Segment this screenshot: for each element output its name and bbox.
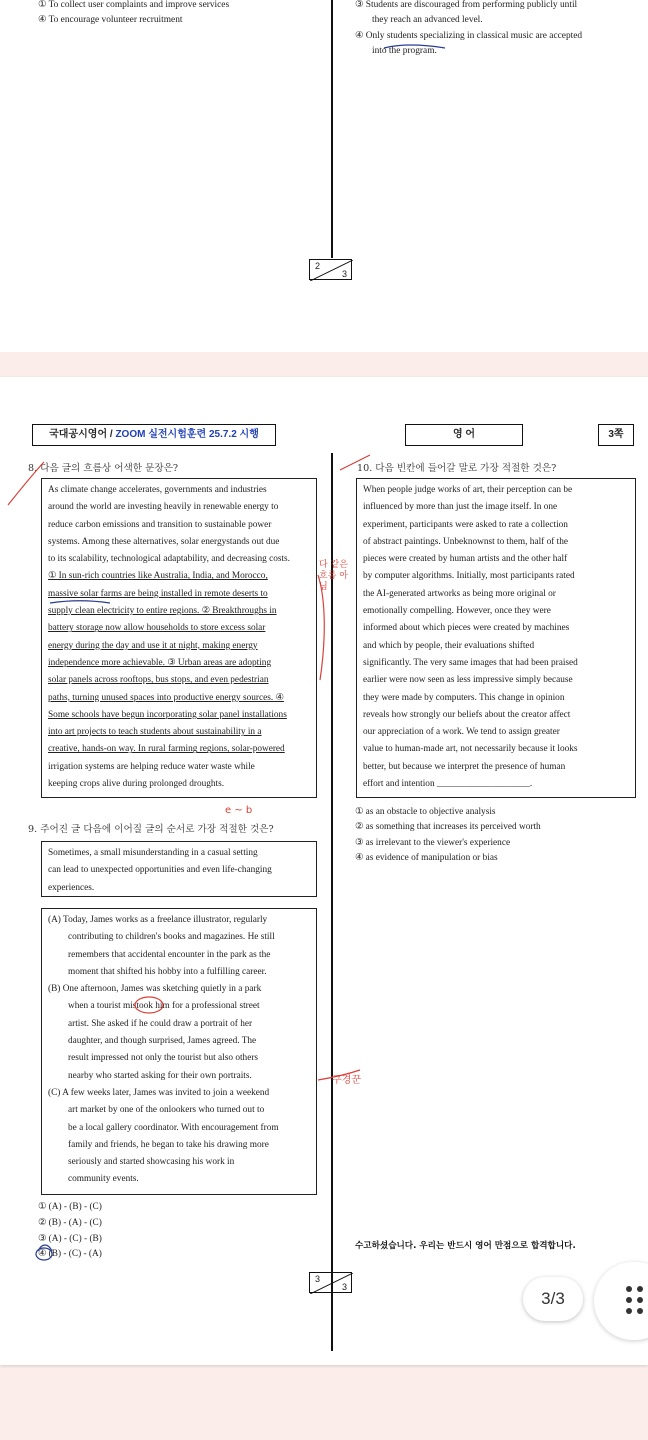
exam-title-accent: ZOOM 실전시험훈련 25.7.2 시행: [115, 429, 259, 440]
q8-line: systems. Among these alternatives, solar energystands out due: [48, 536, 280, 547]
page-number-box: [309, 259, 352, 280]
q9-given-line: can lead to unexpected opportunities and even life-changing: [48, 865, 272, 876]
q8-sentence-3: independence more achievable. ③ Urban areas are adopting: [48, 657, 272, 668]
q10-option-2[interactable]: ② as something that increases its perceived worth: [355, 822, 541, 832]
q8-handwritten-note: 다 같은 흐름 아님: [319, 560, 348, 592]
q9-handwritten-note: e ~ b: [225, 805, 253, 816]
q8-line: creative, hands-on way. In rural farming regions, solar-powered: [48, 744, 285, 755]
q8-prompt: 8. 다음 글의 흐름상 어색한 문장은?: [28, 463, 179, 474]
q-option-3-cont: they reach an advanced level.: [372, 15, 483, 25]
q9-line: family and friends, he began to take his drawing more: [68, 1139, 269, 1150]
grid-dots-icon: [626, 1286, 646, 1314]
q10-line: value to human-made art, not necessarily because it looks: [363, 744, 578, 755]
q8-line: As climate change accelerates, governments and industries: [48, 485, 267, 495]
q8-line: irrigation systems are helping reduce water waste while: [48, 761, 255, 772]
q-option-4[interactable]: ④ Only students specializing in classical music are accepted: [355, 31, 583, 41]
page-total: 3: [341, 1282, 347, 1292]
q9-line: moment that shifted his hobby into a fulfilling career.: [68, 966, 267, 977]
q10-line: experiment, participants were asked to rate a collection: [363, 519, 568, 530]
q10-option-3[interactable]: ③ as irrelevant to the viewer's experience: [355, 838, 511, 848]
q9-given-line: experiences.: [48, 882, 95, 893]
q10-line: reveals how strongly our beliefs about the creator affect: [363, 709, 571, 720]
q9-paragraphs: [42, 909, 316, 1192]
q8-sentence-4: Some schools have begun incorporating solar panel installations: [48, 709, 287, 720]
q7-option-4[interactable]: ④ To encourage volunteer recruitment: [38, 15, 183, 25]
q8-line: to its scalability, technological adaptability, and decreasing costs.: [48, 554, 290, 565]
q10-line: influenced by more than just the image itself. In one: [363, 502, 558, 513]
q10-passage-box: [356, 478, 636, 798]
q8-line: keeping crops alive during prolonged droughts.: [48, 779, 225, 790]
q8-sentence-2: battery storage now allow households to store excess solar: [48, 623, 266, 634]
q10-prompt: 10. 다음 빈칸에 들어갈 말로 가장 적절한 것은?: [357, 463, 557, 474]
q9-given: [42, 842, 316, 900]
page-current: 3: [315, 1274, 321, 1284]
q10-option-4[interactable]: ④ as evidence of manipulation or bias: [355, 853, 498, 863]
q-option-3[interactable]: ③ Students are discouraged from performing publicly until: [355, 0, 578, 10]
q10-line: of abstract paintings. Unbeknownst to them, half of the: [363, 536, 569, 547]
q8-line: massive solar farms are being installed in remote deserts to: [48, 588, 268, 599]
q8-line: energy during the day and use it at night, making energy: [48, 640, 258, 651]
q10-blank-line: effort and intention ____________________.: [363, 779, 533, 790]
q8-line: around the world are investing heavily in renewable energy to: [48, 502, 279, 513]
q10-passage: [357, 479, 635, 796]
q9-side-handwritten-note: 구경꾼: [332, 1075, 361, 1086]
q10-option-1[interactable]: ① as an obstacle to objective analysis: [355, 807, 496, 817]
q10-line: and which by people, their evaluations shifted: [363, 640, 535, 651]
q9-line: result impressed not only the tourist but also others: [68, 1053, 259, 1064]
q10-line: by computer algorithms. Initially, most participants rated: [363, 571, 575, 582]
column-divider: [331, 0, 333, 258]
q10-line: significantly. The very same images that had been praised: [363, 657, 578, 668]
q10-line: better, but because we interpret the presence of human: [363, 761, 566, 772]
q9-line: seriously and started showcasing his work in: [68, 1157, 235, 1168]
q8-line: paths, turning unused spaces into productive energy sources. ④: [48, 692, 284, 703]
q9-prompt: 9. 주어진 글 다음에 이어질 글의 순서로 가장 적절한 것은?: [28, 824, 274, 835]
q10-line: emotionally compelling. However, once they were: [363, 606, 551, 617]
q9-given-box: [41, 841, 317, 897]
q9-line: when a tourist mistook him for a professional street: [68, 1001, 260, 1012]
q7-option-1[interactable]: ① To collect user complaints and improve services: [38, 0, 230, 10]
q8-passage-box: [41, 478, 317, 798]
q8-line: into art projects to teach students about sustainability in a: [48, 727, 262, 738]
page-label-box: 3쪽: [598, 424, 634, 446]
q10-line: our appreciation of a work. We tend to assign greater: [363, 727, 560, 738]
q8-sentence-1: ① In sun-rich countries like Australia, India, and Morocco,: [48, 571, 268, 582]
page-indicator: 3/3: [523, 1277, 583, 1321]
exam-title-box: [32, 424, 276, 446]
q9-line: nearby who started asking for their own portraits.: [68, 1070, 252, 1081]
q9-line: community events.: [68, 1174, 139, 1185]
q9-line: contributing to children's books and magazines. He still: [68, 932, 275, 943]
page-current: 2: [315, 261, 321, 271]
q10-line: the AI-generated artworks as being more original or: [363, 588, 556, 599]
q10-line: When people judge works of art, their perception can be: [363, 485, 573, 495]
q9-line: be a local gallery coordinator. With encouragement from: [68, 1122, 279, 1133]
q9-line: daughter, and though surprised, James agreed. The: [68, 1036, 257, 1047]
closing-message: 수고하셨습니다. 우리는 반드시 영어 만점으로 합격합니다.: [355, 1241, 576, 1251]
q10-line: pieces were created by human artists and the other half: [363, 554, 568, 565]
q10-line: informed about which pieces were created by machines: [363, 623, 570, 634]
q10-line: they were made by computers. This change in opinion: [363, 692, 565, 703]
q9-line: artist. She asked if he could draw a portrait of her: [68, 1018, 253, 1029]
subject-box: 영 어: [405, 424, 523, 446]
q8-line: reduce carbon emissions and transition to sustainable power: [48, 519, 272, 530]
q9-paragraphs-box: [41, 908, 317, 1195]
page-3: [0, 377, 648, 1365]
q8-passage: [42, 479, 316, 796]
q9-paragraph-a: (A) Today, James works as a freelance illustrator, regularly: [48, 915, 268, 925]
q9-line: remembers that accidental encounter in the park as the: [68, 949, 271, 960]
page-total: 3: [341, 269, 347, 279]
q8-line: supply clean electricity to entire regions. ② Breakthroughs in: [48, 606, 277, 617]
page-2: [0, 0, 648, 352]
q9-paragraph-c: (C) A few weeks later, James was invited to join a weekend: [48, 1087, 270, 1098]
q10-line: earlier were now seen as less impressive simply because: [363, 675, 573, 686]
q9-option-1[interactable]: ① (A) - (B) - (C): [38, 1202, 102, 1212]
page-number-box: [309, 1272, 352, 1293]
q8-line: solar panels across rooftops, bus stops, and even pedestrian: [48, 675, 269, 686]
q9-option-3[interactable]: ③ (A) - (C) - (B): [38, 1234, 102, 1244]
exam-title: 국대공시영어 /: [49, 429, 116, 440]
q9-line: art market by one of the onlookers who turned out to: [68, 1105, 265, 1116]
q9-option-2[interactable]: ② (B) - (A) - (C): [38, 1218, 102, 1228]
q9-option-4[interactable]: ④ (B) - (C) - (A): [38, 1249, 102, 1259]
q-option-4-cont: into the program.: [372, 46, 437, 56]
q9-paragraph-b: (B) One afternoon, James was sketching quietly in a park: [48, 984, 262, 995]
q9-given-line: Sometimes, a small misunderstanding in a casual setting: [48, 848, 258, 858]
